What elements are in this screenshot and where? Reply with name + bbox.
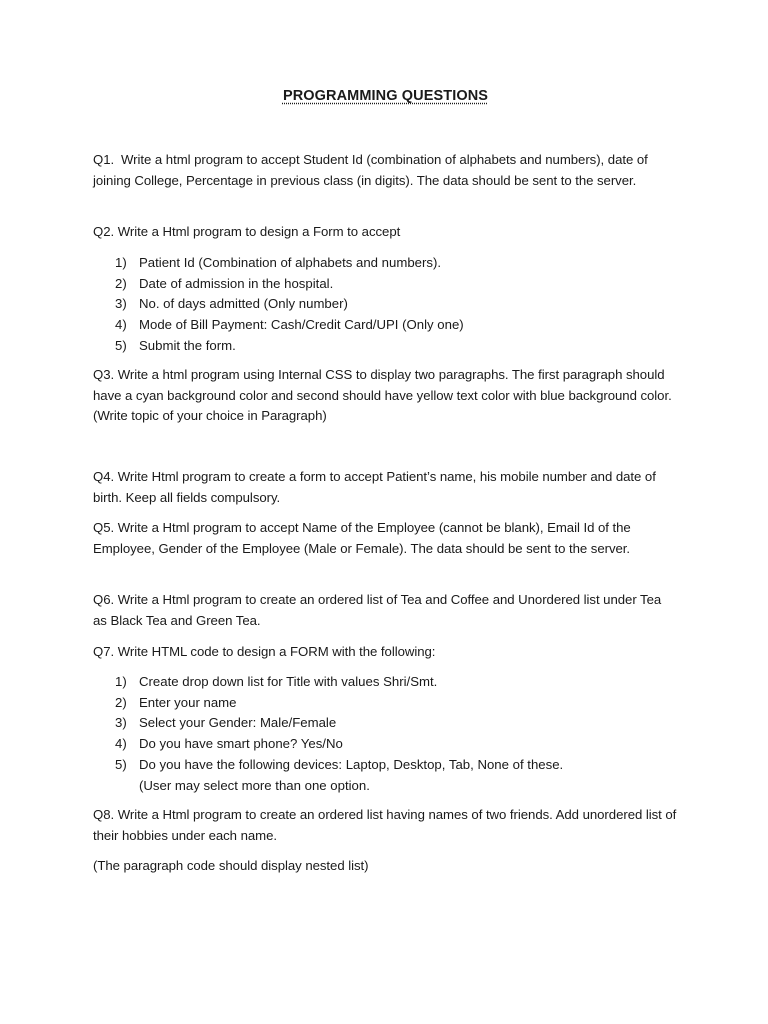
page-title: PROGRAMMING QUESTIONS — [282, 88, 489, 104]
document-page — [93, 0, 678, 1024]
question-6: Q6. Write a Html program to create an ordered list of Tea and Coffee and Unordered list under Tea as Black Tea and Green Tea. — [93, 592, 662, 628]
question-1-text: Write a html program to accept Student Id (combination of alphabets and numbers), date of joining College, Percentage in previous class (in digits). The data should be sent to the server. — [93, 152, 648, 188]
list-item: 2) Date of admission in the hospital. — [115, 275, 334, 291]
question-2-list — [93, 253, 464, 357]
list-item: 1) Patient Id (Combination of alphabets and numbers). — [115, 255, 442, 270]
question-8: Q8. Write a Html program to create an ordered list having names of two friends. Add unordered list of their hobbies under each name. — [93, 807, 677, 843]
list-item: 2) Enter your name — [115, 694, 237, 710]
question-2: Q2. Write a Html program to design a Form to accept — [93, 224, 401, 239]
list-item-note: (User may select more than one option. — [139, 777, 370, 793]
question-7: Q7. Write HTML code to design a FORM with the following: — [93, 644, 436, 659]
list-item: 3) No. of days admitted (Only number) — [115, 296, 348, 312]
question-4: Q4. Write Html program to create a form to accept Patient’s name, his mobile number and date of birth. Keep all fields compulsory. — [93, 469, 656, 505]
list-item: 4) Do you have smart phone? Yes/No — [115, 736, 343, 752]
question-1-label: Q1. — [93, 152, 115, 167]
list-item: 1) Create drop down list for Title with values Shri/Smt. — [115, 674, 438, 689]
question-8-note: (The paragraph code should display nested list) — [93, 858, 369, 873]
list-item: 3) Select your Gender: Male/Female — [115, 715, 337, 731]
list-item: 5) Submit the form. — [115, 337, 236, 353]
list-item: 5) Do you have the following devices: Laptop, Desktop, Tab, None of these. (User may select more than one option. — [93, 755, 563, 796]
list-item: 4) Mode of Bill Payment: Cash/Credit Card/UPI (Only one) — [115, 317, 464, 333]
question-7-list — [93, 672, 563, 796]
question-5: Q5. Write a Html program to accept Name of the Employee (cannot be blank), Email Id of the Employee, Gender of the Employee (Male or Female). The data should be sent to the server. — [93, 520, 631, 556]
question-3: Q3. Write a html program using Internal CSS to display two paragraphs. The first paragraph should have a cyan background color and second should have yellow text color with blue background color. (Write topic of your choice in Paragraph) — [93, 367, 672, 424]
question-1 — [93, 150, 678, 191]
